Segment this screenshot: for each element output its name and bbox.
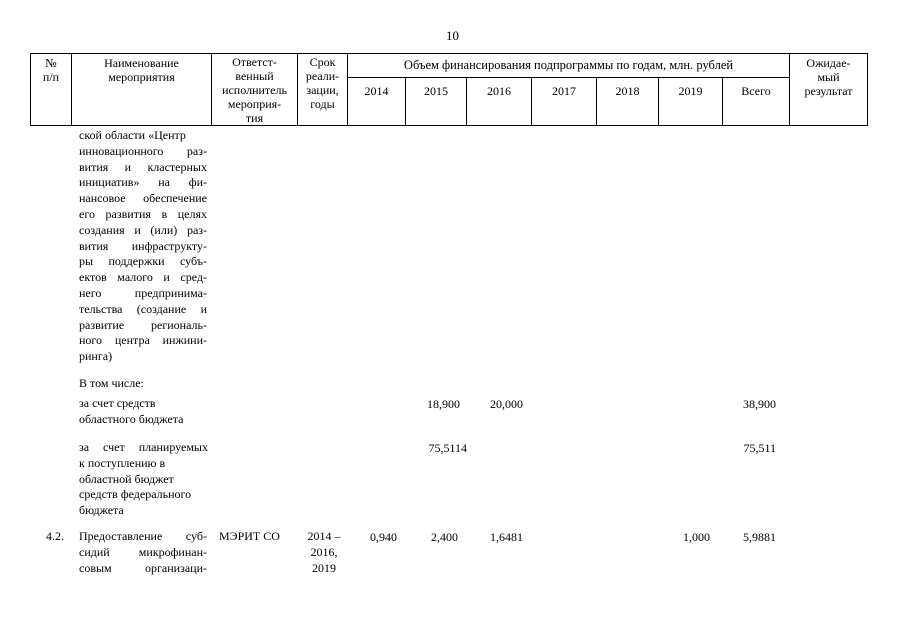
item-4-2-executor: МЭРИТ СО: [219, 529, 280, 543]
row-label-line: средств федерального: [79, 487, 192, 502]
header-year-2017: 2017: [552, 84, 576, 98]
item-4-2-2019: 1,000: [683, 530, 710, 544]
item-label-line: Предоставление суб-: [79, 529, 207, 543]
continuation-line: ры поддержки субъ-: [79, 254, 207, 269]
continuation-line: ного центра инжини-: [79, 333, 207, 348]
continuation-line: него предпринима-: [79, 285, 207, 300]
continuation-line: инновационного раз-: [79, 143, 207, 158]
continuation-line: ектов малого и сред-: [79, 270, 207, 285]
header-year-2018: 2018: [615, 84, 640, 98]
item-4-2-2014: 0,940: [370, 530, 397, 544]
item-label-line: совым организаци-: [79, 560, 207, 575]
item-label-line: сидий микрофинан-: [79, 544, 207, 559]
row-label-line: за счет планируемых: [79, 440, 208, 454]
continuation-line: вития инфраструкту-: [79, 238, 207, 253]
row-label-line: областной бюджет: [79, 471, 174, 486]
header-year-2016: 2016: [487, 84, 511, 98]
item-4-2-number: 4.2.: [46, 529, 64, 543]
row-federal-2015: 75,5114: [428, 441, 467, 455]
continuation-line: ринга): [79, 349, 113, 364]
continuation-line: нансовое обеспечение: [79, 191, 207, 206]
header-name: Наименование мероприятия: [104, 56, 179, 84]
row-regional-budget-label: [79, 396, 209, 428]
continuation-line: его развития в целях: [79, 206, 207, 221]
header-result: Ожидае- мый результат: [804, 56, 853, 98]
row-regional-2015: 18,900: [427, 397, 460, 411]
row-label-line: за счет средств: [79, 396, 156, 410]
header-year-2014: 2014: [364, 84, 389, 98]
row-regional-total: 38,900: [743, 397, 776, 411]
continuation-line: инициатив» на фи-: [79, 175, 207, 190]
header-executor: Ответст- венный исполнитель мероприя- тия: [222, 55, 287, 125]
row-federal-budget-label: [79, 440, 208, 519]
term-line: 2019: [312, 560, 336, 575]
continuation-line: тельства (создание и: [79, 301, 207, 316]
including-label: В том числе:: [79, 376, 144, 390]
row-federal-total: 75,511: [743, 441, 776, 455]
continuation-line: создания и (или) раз-: [79, 222, 207, 237]
header-top-border: [30, 53, 868, 54]
header-num: № п/п: [42, 56, 60, 84]
term-line: 2014 –: [307, 529, 341, 543]
header-year-2019: 2019: [678, 84, 703, 98]
continuation-text: [79, 128, 207, 365]
continuation-line: развитие региональ-: [79, 317, 207, 332]
continuation-line: ской области «Центр: [79, 128, 186, 142]
header-bottom-border: [30, 125, 868, 126]
item-4-2-total: 5,9881: [743, 530, 776, 544]
row-label-line: бюджета: [79, 503, 124, 518]
row-regional-2016: 20,000: [490, 397, 523, 411]
item-4-2-label: [79, 529, 207, 576]
row-label-line: к поступлению в: [79, 455, 166, 470]
header-financing: Объем финансирования подпрограммы по годам, млн. рублей: [403, 58, 734, 72]
item-4-2-2015: 2,400: [431, 530, 458, 544]
header-term: Срок реали- зации, годы: [305, 55, 340, 111]
header-year-2015: 2015: [424, 84, 448, 98]
row-label-line: областного бюджета: [79, 411, 184, 426]
col-border: [867, 53, 868, 126]
header-year-total: Всего: [741, 84, 771, 98]
term-line: 2016,: [310, 544, 338, 559]
item-4-2-2016: 1,6481: [490, 530, 523, 544]
continuation-line: вития и кластерных: [79, 159, 207, 174]
page-number: 10: [446, 28, 459, 43]
